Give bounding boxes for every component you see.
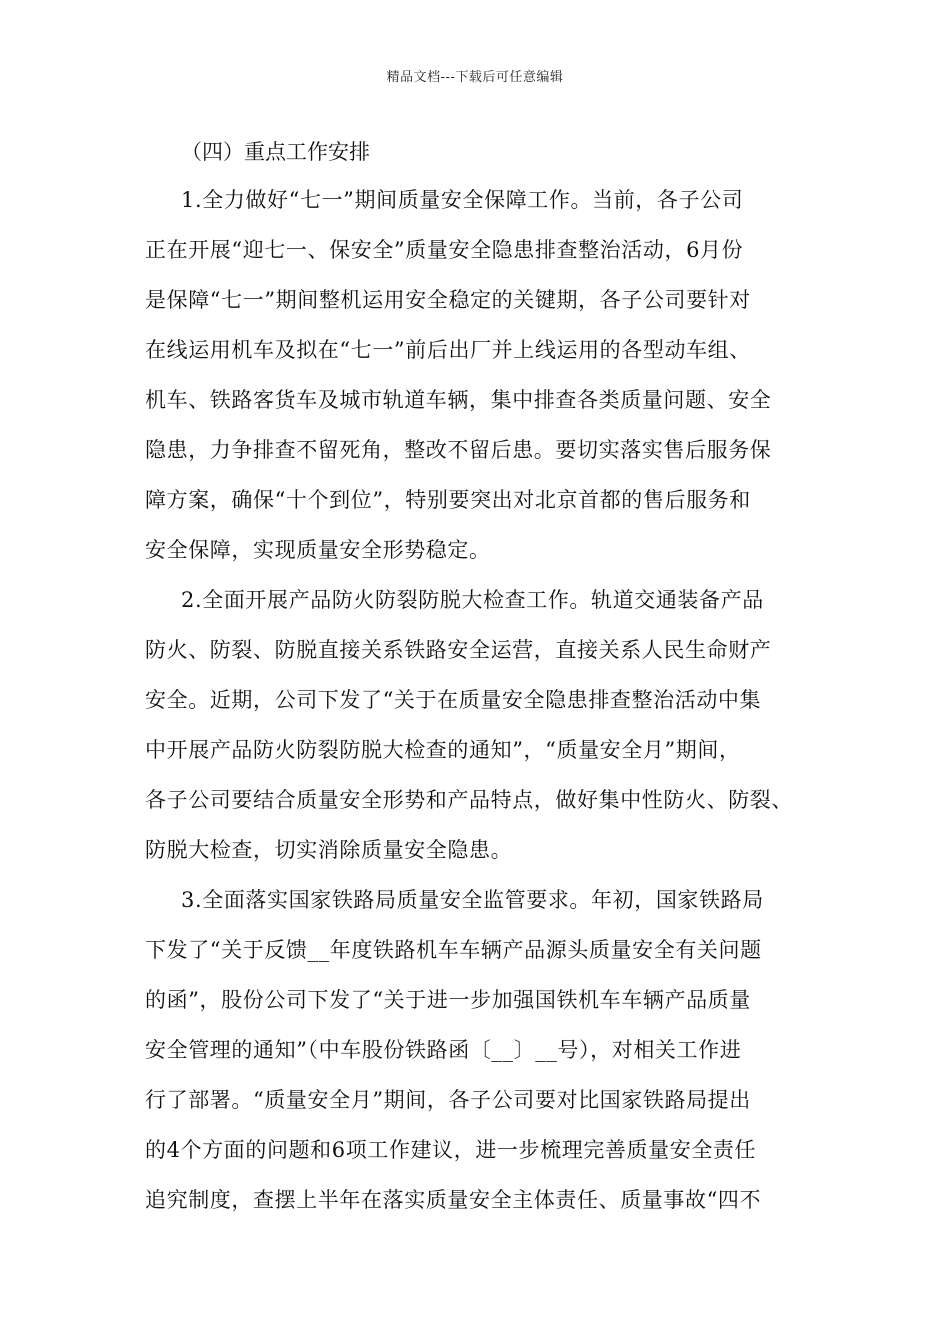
paragraph-3-line: 的函”，股份公司下发了“关于进一步加强国铁机车车辆产品质量 (145, 988, 751, 1012)
section-heading: （四）重点工作安排 (181, 140, 370, 164)
paragraph-2-line: 2.全面开展产品防火防裂防脱大检查工作。轨道交通装备产品 (181, 588, 764, 612)
paragraph-1-line: 在线运用机车及拟在“七一”前后出厂并上线运用的各型动车组、 (145, 338, 751, 362)
paragraph-2-line: 安全。近期，公司下发了“关于在质量安全隐患排查整治活动中集 (145, 688, 762, 712)
paragraph-2-line: 中开展产品防火防裂防脱大检查的通知”，“质量安全月”期间， (145, 738, 741, 762)
page-header-note: 精品文档---下载后可任意编辑 (386, 70, 564, 85)
paragraph-1-line: 1.全力做好“七一”期间质量安全保障工作。当前，各子公司 (181, 188, 744, 212)
paragraph-2-line: 各子公司要结合质量安全形势和产品特点，做好集中性防火、防裂、 (145, 788, 793, 812)
paragraph-3-line: 的4个方面的问题和6项工作建议，进一步梳理完善质量安全责任 (145, 1138, 757, 1162)
paragraph-2-line: 防火、防裂、防脱直接关系铁路安全运营，直接关系人民生命财产 (145, 638, 772, 662)
paragraph-3-line: 追究制度，查摆上半年在落实质量安全主体责任、质量事故“四不 (145, 1188, 762, 1212)
document-body (145, 185, 810, 1235)
paragraph-1-line: 隐患，力争排查不留死角，整改不留后患。要切实落实售后服务保 (145, 438, 772, 462)
paragraph-1-line: 安全保障，实现质量安全形势稳定。 (145, 538, 491, 562)
paragraph-1-line: 障方案，确保“十个到位”，特别要突出对北京首都的售后服务和 (145, 488, 751, 512)
paragraph-3-line: 安全管理的通知”（中车股份铁路函〔__〕__号），对相关工作进 (145, 1038, 742, 1062)
paragraph-1-line: 机车、铁路客货车及城市轨道车辆，集中排查各类质量问题、安全 (145, 388, 772, 412)
paragraph-3-line: 行了部署。“质量安全月”期间，各子公司要对比国家铁路局提出 (145, 1088, 751, 1112)
paragraph-2-line: 防脱大检查，切实消除质量安全隐患。 (145, 838, 513, 862)
paragraph-3-line: 3.全面落实国家铁路局质量安全监管要求。年初，国家铁路局 (181, 888, 764, 912)
paragraph-1-line: 是保障“七一”期间整机运用安全稳定的关键期，各子公司要针对 (145, 288, 751, 312)
paragraph-1-line: 正在开展“迎七一、保安全”质量安全隐患排查整治活动，6月份 (145, 238, 744, 262)
paragraph-3-line: 下发了“关于反馈__年度铁路机车车辆产品源头质量安全有关问题 (145, 938, 762, 962)
